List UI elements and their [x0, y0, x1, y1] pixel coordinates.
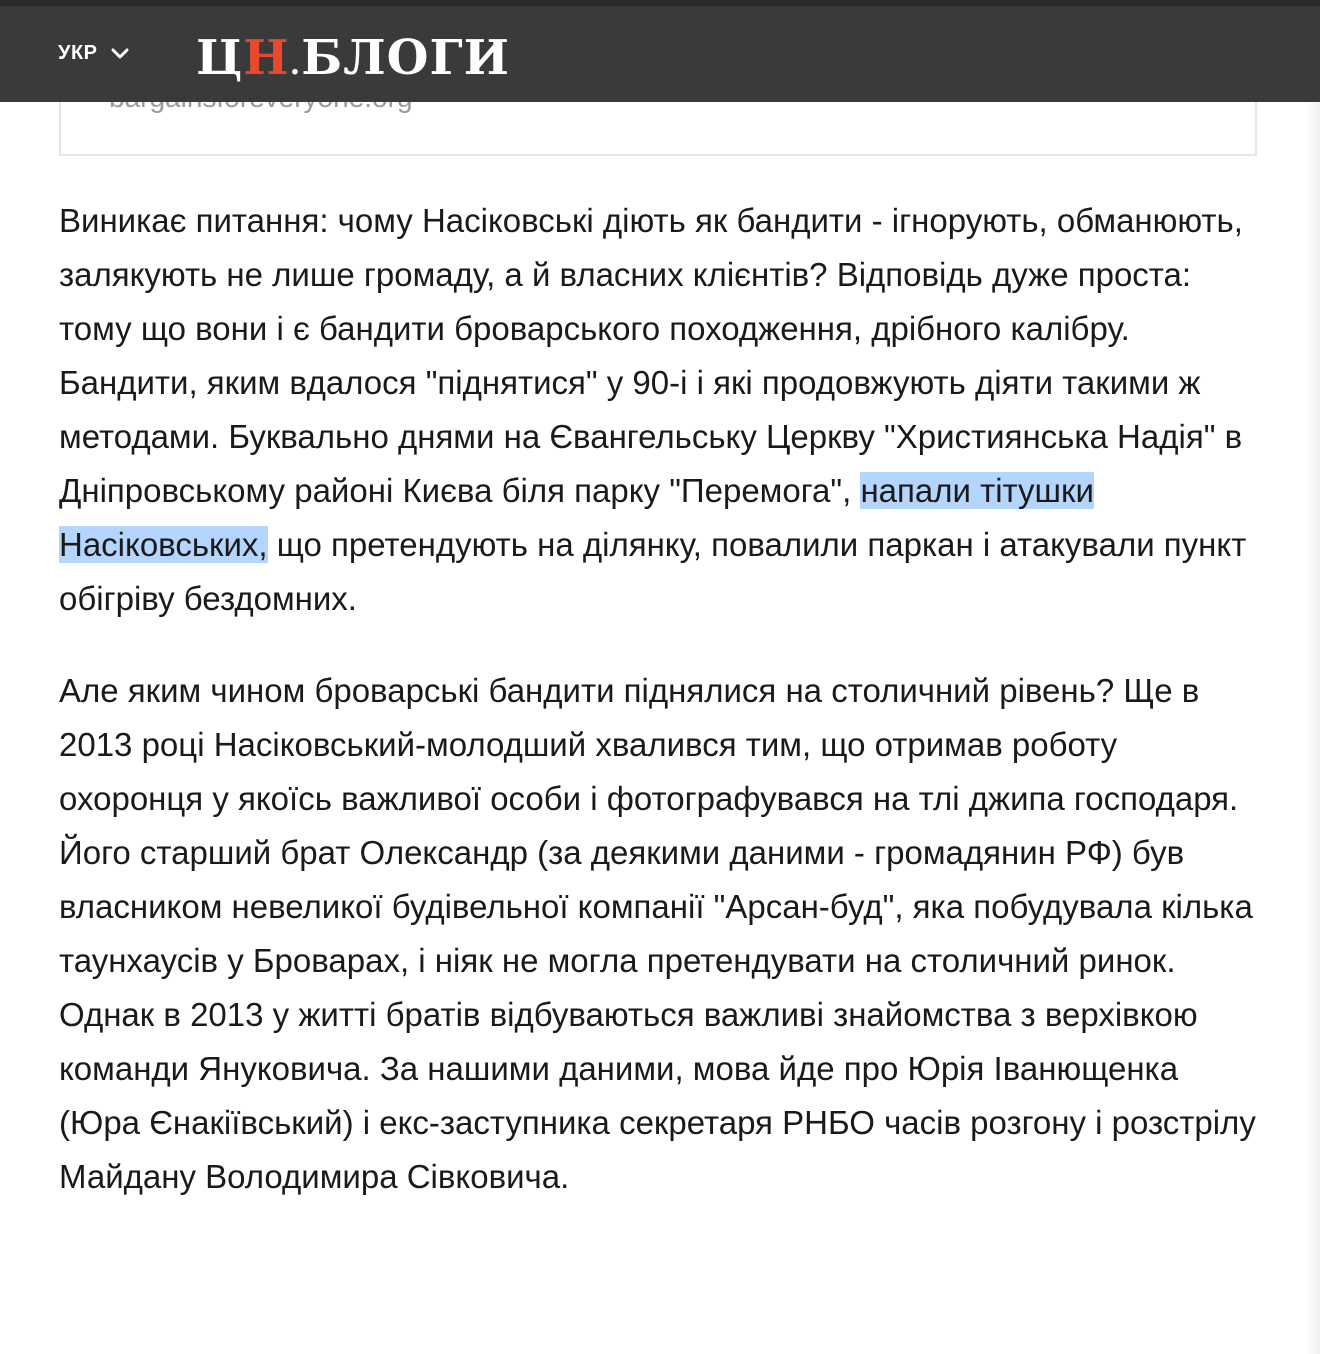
logo-part-2: Н — [243, 30, 290, 86]
paragraph-1-text-start: Виникає питання: чому Насіковські діють як бандити - ігнорують, обманюють, залякують не лише громаду, а й власних клієнтів? Відповідь дуже проста: тому що вони і є бандити броварського походження, дрібного калібру. Бандити, яким вдалося "піднятися" у 90-і і які продовжують діяти такими ж методами. Буквально днями на Євангельську Церкву "Християнська Надія" в Дніпровському районі Києва біля парку "Перемога", — [59, 202, 1243, 509]
logo-part-3: . — [289, 47, 302, 82]
language-label: УКР — [58, 42, 98, 64]
article-paragraph-1 — [59, 194, 1259, 626]
selected-text-highlight: напали тітушки Насіковських, — [59, 472, 1094, 563]
chevron-down-icon — [110, 47, 130, 61]
article-paragraph-2: Але яким чином броварські бандити піднялися на столичний рівень? Ще в 2013 році Насіковський-молодший хвалився тим, що отримав роботу охоронця у якоїсь важливої особи і фотографувався на тлі джипа господаря. Його старший брат Олександр (за деякими даними - громадянин РФ) був власником невеликої будівельної компанії "Арсан-буд", яка побудувала кілька таунхаусів у Броварах, і ніяк не могла претендувати на столичний ринок. Однак в 2013 у житті братів відбуваються важливі знайомства з верхівкою команди Януковича. За нашими даними, мова йде про Юрія Іванющенка (Юра Єнакіївський) і екс-заступника секретаря РНБО часів розгону і розстрілу Майдану Володимира Сівковича. — [59, 672, 1256, 1195]
article-body — [59, 194, 1259, 1242]
paragraph-1-text-end: що претендують на ділянку, повалили паркан і атакували пункт обігріву бездомних. — [59, 526, 1247, 617]
scrollbar-track[interactable] — [1306, 102, 1320, 1354]
site-header — [0, 0, 1320, 102]
logo-part-4: БЛОГИ — [301, 30, 510, 86]
language-selector[interactable] — [58, 42, 130, 65]
logo-part-1: Ц — [196, 30, 244, 86]
site-logo[interactable] — [196, 28, 510, 95]
